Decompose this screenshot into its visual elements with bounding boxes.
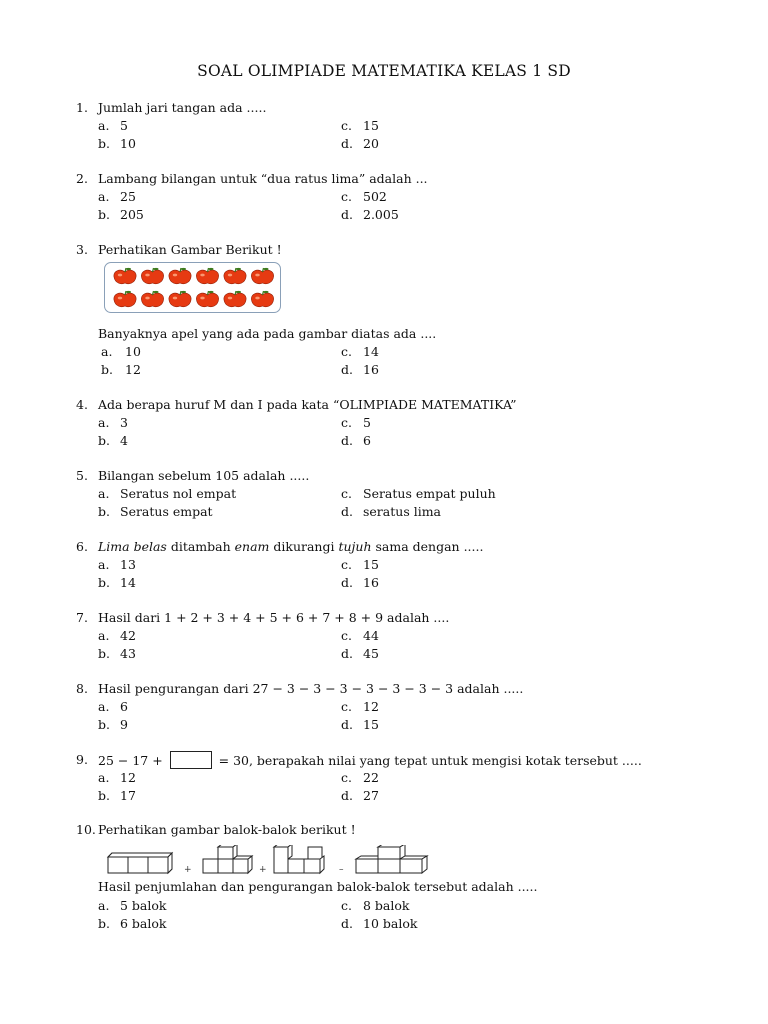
- page-title: SOAL OLIMPIADE MATEMATIKA KELAS 1 SD: [197, 62, 571, 80]
- option-a: [98, 485, 236, 503]
- italic-phrase: enam: [234, 539, 270, 554]
- option-letter: a.: [98, 628, 110, 643]
- apple-icon: [196, 291, 218, 307]
- question-1: [76, 99, 716, 151]
- option-d: [341, 645, 379, 663]
- option-text: 6 balok: [120, 916, 167, 931]
- option-a: [98, 414, 128, 432]
- option-text: 9: [120, 717, 128, 732]
- option-letter: a.: [98, 118, 110, 133]
- question-number: 1.: [76, 100, 88, 115]
- question-7: [76, 609, 716, 661]
- option-c: [341, 485, 496, 503]
- option-letter: b.: [98, 207, 110, 222]
- question-10: [76, 821, 716, 931]
- question-8: [76, 680, 716, 732]
- option-c: [341, 769, 379, 787]
- question-2: [76, 170, 716, 222]
- text-fragment: dikurangi: [269, 539, 339, 554]
- question-text: [98, 538, 483, 556]
- apple-icon: [224, 291, 246, 307]
- option-text: 25: [120, 189, 136, 204]
- option-text: 14: [363, 344, 379, 359]
- option-letter: a.: [98, 898, 110, 913]
- option-text: 10 balok: [363, 916, 418, 931]
- option-d: [341, 574, 379, 592]
- option-letter: d.: [341, 136, 353, 151]
- question-number: 9.: [76, 752, 88, 767]
- option-letter: d.: [341, 207, 353, 222]
- block-group-2: [203, 845, 252, 873]
- option-b: [98, 135, 136, 153]
- option-letter: d.: [341, 504, 353, 519]
- question-text: Jumlah jari tangan ada .....: [98, 100, 267, 115]
- block-group-4: [356, 845, 427, 873]
- option-letter: d.: [341, 433, 353, 448]
- option-text: 205: [120, 207, 144, 222]
- option-text: 5: [363, 415, 371, 430]
- italic-phrase: tujuh: [338, 539, 372, 554]
- option-text: seratus lima: [363, 504, 442, 519]
- option-c: [341, 343, 379, 361]
- apple-icon: [141, 268, 163, 284]
- option-a: [101, 343, 141, 361]
- question-text-2: Banyaknya apel yang ada pada gambar diatas ada ....: [98, 326, 437, 341]
- operator-sign: +: [259, 865, 267, 875]
- option-letter: c.: [341, 118, 352, 133]
- question-text: Perhatikan gambar balok-balok berikut !: [98, 822, 356, 837]
- option-b: [101, 361, 141, 379]
- option-text: 10: [125, 344, 141, 359]
- option-text: 6: [120, 699, 128, 714]
- option-letter: d.: [341, 575, 353, 590]
- answer-blank-box: [170, 751, 212, 769]
- option-text: 12: [125, 362, 141, 377]
- option-text: 16: [363, 575, 379, 590]
- question-number: 7.: [76, 610, 88, 625]
- option-letter: b.: [98, 504, 110, 519]
- option-text: 12: [120, 770, 136, 785]
- question-9: [76, 751, 716, 803]
- option-letter: a.: [98, 557, 110, 572]
- blocks-illustration: [106, 845, 466, 875]
- option-b: [98, 716, 128, 734]
- apple-icon: [251, 268, 273, 284]
- option-c: [341, 414, 371, 432]
- text-fragment: 25 − 17 +: [98, 753, 167, 768]
- option-text: 15: [363, 717, 379, 732]
- option-letter: b.: [98, 717, 110, 732]
- question-number: 10.: [76, 822, 96, 837]
- option-a: [98, 188, 136, 206]
- question-text: Ada berapa huruf M dan I pada kata “OLIMPIADE MATEMATIKA”: [98, 397, 517, 412]
- operator-sign: –: [339, 865, 344, 875]
- option-c: [341, 556, 379, 574]
- option-text: 5: [120, 118, 128, 133]
- option-a: [98, 698, 128, 716]
- question-text: Perhatikan Gambar Berikut !: [98, 242, 282, 257]
- option-b: [98, 432, 128, 450]
- question-text: Hasil pengurangan dari 27 − 3 − 3 − 3 − 3 − 3 − 3 − 3 adalah .....: [98, 681, 524, 696]
- option-b: [98, 574, 136, 592]
- option-letter: c.: [341, 486, 352, 501]
- option-text: 5 balok: [120, 898, 167, 913]
- option-text: 3: [120, 415, 128, 430]
- question-text: Hasil dari 1 + 2 + 3 + 4 + 5 + 6 + 7 + 8 + 9 adalah ....: [98, 610, 450, 625]
- option-letter: b.: [98, 575, 110, 590]
- option-text: 15: [363, 557, 379, 572]
- apple-picture-box: [104, 262, 281, 313]
- option-letter: c.: [341, 699, 352, 714]
- question-number: 8.: [76, 681, 88, 696]
- option-letter: c.: [341, 770, 352, 785]
- option-text: 8 balok: [363, 898, 410, 913]
- question-4: [76, 396, 716, 448]
- option-letter: b.: [98, 136, 110, 151]
- apples-illustration: [105, 263, 280, 312]
- apple-icon: [196, 268, 218, 284]
- apple-icon: [169, 268, 191, 284]
- question-text: [98, 751, 642, 770]
- option-text: 14: [120, 575, 136, 590]
- apple-icon: [141, 291, 163, 307]
- option-b: [98, 503, 213, 521]
- option-letter: a.: [98, 486, 110, 501]
- option-d: [341, 432, 371, 450]
- option-c: [341, 627, 379, 645]
- option-d: [341, 503, 441, 521]
- option-letter: b.: [101, 362, 113, 377]
- option-d: [341, 135, 379, 153]
- option-d: [341, 361, 379, 379]
- option-letter: c.: [341, 557, 352, 572]
- apple-icon: [169, 291, 191, 307]
- operator-sign: +: [184, 865, 192, 875]
- option-text: 10: [120, 136, 136, 151]
- option-text: Seratus empat puluh: [363, 486, 496, 501]
- option-letter: a.: [101, 344, 113, 359]
- question-6: [76, 538, 716, 590]
- option-d: [341, 716, 379, 734]
- question-number: 2.: [76, 171, 88, 186]
- option-text: 45: [363, 646, 379, 661]
- question-5: [76, 467, 716, 519]
- apple-icon: [114, 268, 136, 284]
- question-number: 5.: [76, 468, 88, 483]
- option-b: [98, 206, 144, 224]
- option-text: 27: [363, 788, 379, 803]
- option-text: 2.005: [363, 207, 399, 222]
- option-a: [98, 769, 136, 787]
- option-text: Seratus empat: [120, 504, 213, 519]
- option-text: 4: [120, 433, 128, 448]
- option-letter: a.: [98, 189, 110, 204]
- option-text: 6: [363, 433, 371, 448]
- text-fragment: sama dengan .....: [371, 539, 484, 554]
- option-text: 15: [363, 118, 379, 133]
- question-text: Bilangan sebelum 105 adalah .....: [98, 468, 310, 483]
- option-letter: d.: [341, 646, 353, 661]
- question-number: 4.: [76, 397, 88, 412]
- option-text: 16: [363, 362, 379, 377]
- option-d: [341, 787, 379, 805]
- question-number: 6.: [76, 539, 88, 554]
- option-text: 502: [363, 189, 387, 204]
- question-text-2: Hasil penjumlahan dan pengurangan balok-balok tersebut adalah .....: [98, 879, 538, 894]
- option-letter: b.: [98, 433, 110, 448]
- option-text: 42: [120, 628, 136, 643]
- option-a: [98, 897, 166, 915]
- option-letter: b.: [98, 646, 110, 661]
- option-c: [341, 698, 379, 716]
- italic-phrase: Lima belas: [98, 539, 167, 554]
- option-text: 12: [363, 699, 379, 714]
- option-letter: c.: [341, 898, 352, 913]
- option-letter: d.: [341, 362, 353, 377]
- option-a: [98, 627, 136, 645]
- option-letter: a.: [98, 415, 110, 430]
- option-text: 22: [363, 770, 379, 785]
- option-letter: a.: [98, 699, 110, 714]
- option-letter: d.: [341, 788, 353, 803]
- option-b: [98, 915, 166, 933]
- option-a: [98, 556, 136, 574]
- apple-icon: [251, 291, 273, 307]
- apple-icon: [224, 268, 246, 284]
- question-3: [76, 241, 716, 377]
- option-text: 43: [120, 646, 136, 661]
- option-c: [341, 897, 409, 915]
- option-text: 44: [363, 628, 379, 643]
- option-text: 13: [120, 557, 136, 572]
- option-letter: c.: [341, 628, 352, 643]
- text-fragment: ditambah: [166, 539, 235, 554]
- option-c: [341, 188, 387, 206]
- option-a: [98, 117, 128, 135]
- block-group-1: [108, 853, 172, 873]
- option-d: [341, 206, 399, 224]
- option-letter: d.: [341, 916, 353, 931]
- option-letter: d.: [341, 717, 353, 732]
- option-letter: b.: [98, 916, 110, 931]
- option-d: [341, 915, 417, 933]
- option-b: [98, 787, 136, 805]
- option-letter: c.: [341, 189, 352, 204]
- option-text: Seratus nol empat: [120, 486, 237, 501]
- apple-icon: [114, 291, 136, 307]
- option-letter: b.: [98, 788, 110, 803]
- question-text: Lambang bilangan untuk “dua ratus lima” adalah ...: [98, 171, 428, 186]
- option-b: [98, 645, 136, 663]
- option-c: [341, 117, 379, 135]
- block-group-3: [274, 845, 324, 873]
- question-number: 3.: [76, 242, 88, 257]
- option-letter: c.: [341, 344, 352, 359]
- option-text: 17: [120, 788, 136, 803]
- text-fragment: = 30, berapakah nilai yang tepat untuk mengisi kotak tersebut .....: [214, 753, 642, 768]
- option-letter: c.: [341, 415, 352, 430]
- option-letter: a.: [98, 770, 110, 785]
- option-text: 20: [363, 136, 379, 151]
